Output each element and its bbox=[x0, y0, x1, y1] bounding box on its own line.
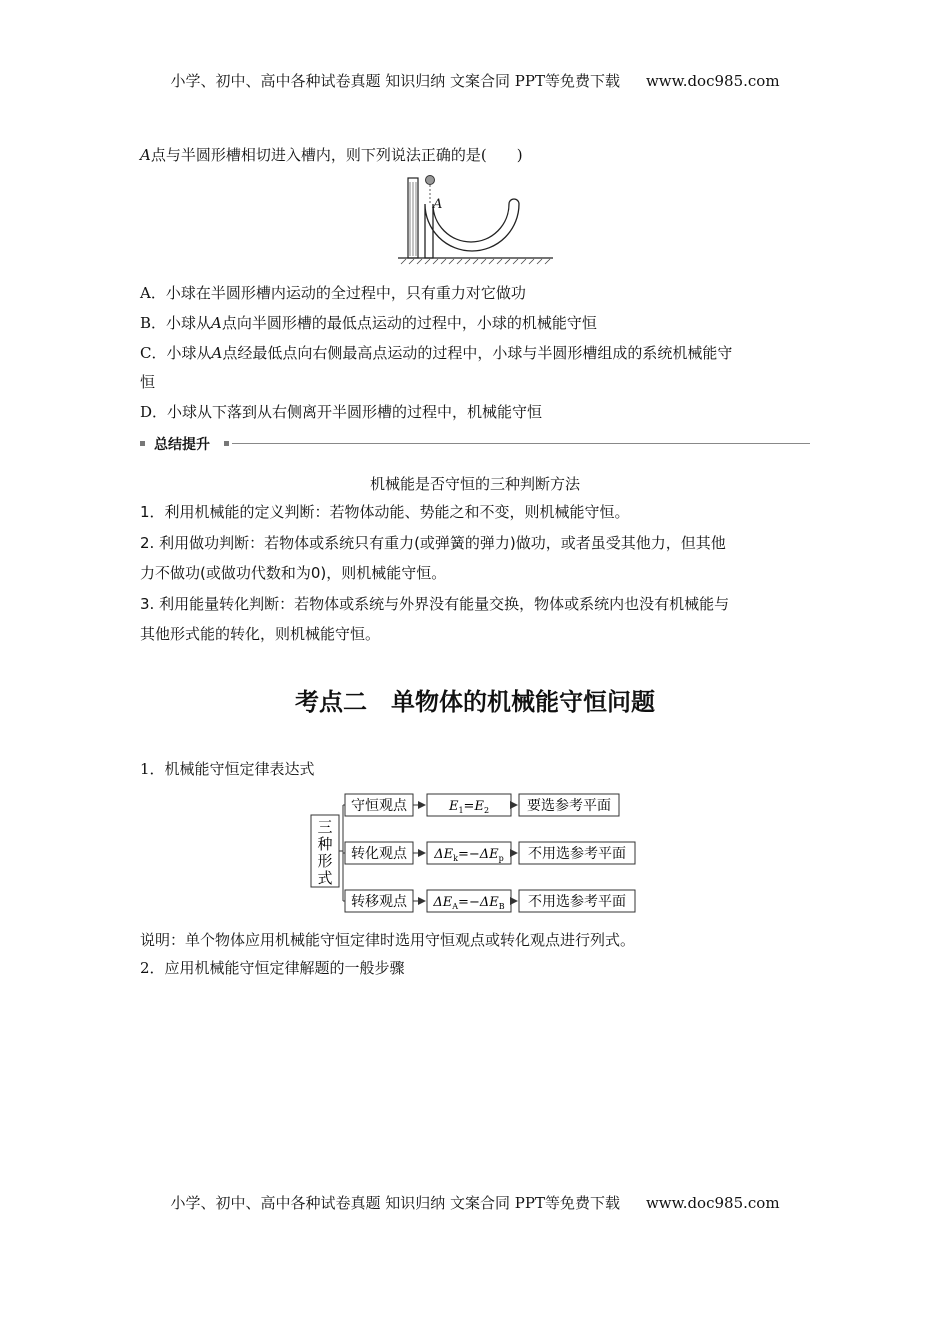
view-label: 转化观点 bbox=[351, 846, 407, 862]
group-char: 式 bbox=[317, 869, 333, 887]
formula: $\Delta E_k=-\Delta E_p$ bbox=[434, 847, 504, 863]
group-char: 种 bbox=[317, 835, 333, 853]
section-label: 考点二 bbox=[295, 688, 367, 716]
summary-item-2-cont: 力不做功(或做功代数和为0)，则机械能守恒。 bbox=[140, 564, 447, 582]
group-char: 三 bbox=[317, 818, 333, 836]
explanation: 说明：单个物体应用机械能守恒定律时选用守恒观点或转化观点进行列式。 bbox=[140, 931, 636, 949]
group-char: 形 bbox=[317, 852, 333, 870]
page-footer bbox=[0, 1192, 950, 1213]
figure-point-label: A bbox=[433, 197, 443, 212]
option-b: B．小球从A点向半圆形槽的最低点运动的过程中，小球的机械能守恒 bbox=[140, 314, 597, 332]
note-label: 要选参考平面 bbox=[527, 798, 611, 814]
header-text: 小学、初中、高中各种试卷真题 知识归纳 文案合同 PPT等免费下载 bbox=[170, 72, 620, 90]
footer-url[interactable]: www.doc985.com bbox=[645, 1194, 780, 1212]
summary-item-3: 3. 利用能量转化判断：若物体或系统与外界没有能量交换，物体或系统内也没有机械能与 bbox=[140, 595, 730, 613]
bullet-square bbox=[140, 441, 145, 446]
section-title bbox=[0, 682, 950, 717]
expressions-heading: 1．机械能守恒定律表达式 bbox=[140, 760, 315, 778]
view-label: 守恒观点 bbox=[351, 798, 407, 814]
stem-text: 点与半圆形槽相切进入槽内，则下列说法正确的是( ) bbox=[150, 146, 523, 164]
formula: $E_1=E_2$ bbox=[448, 799, 490, 815]
view-label: 转移观点 bbox=[351, 894, 407, 910]
note-label: 不用选参考平面 bbox=[528, 846, 626, 862]
question-stem bbox=[140, 145, 523, 165]
footer-text: 小学、初中、高中各种试卷真题 知识归纳 文案合同 PPT等免费下载 bbox=[170, 1194, 620, 1212]
summary-label: 总结提升 bbox=[154, 437, 210, 453]
formula: $\Delta E_A=-\Delta E_B$ bbox=[433, 895, 505, 911]
brace-connector bbox=[339, 805, 345, 901]
summary-title: 机械能是否守恒的三种判断方法 bbox=[369, 475, 580, 493]
groove-figure bbox=[395, 172, 555, 268]
header-url[interactable]: www.doc985.com bbox=[645, 72, 780, 90]
bullet-square bbox=[224, 441, 229, 446]
steps-heading: 2．应用机械能守恒定律解题的一般步骤 bbox=[140, 959, 405, 977]
option-c-continuation: 恒 bbox=[140, 373, 156, 391]
option-c: C．小球从A点经最低点向右侧最高点运动的过程中，小球与半圆形槽组成的系统机械能守 bbox=[140, 344, 733, 362]
page-header bbox=[0, 70, 950, 91]
divider bbox=[232, 443, 810, 444]
ball bbox=[426, 176, 435, 185]
section-heading: 单物体的机械能守恒问题 bbox=[391, 688, 655, 716]
summary-item-2: 2. 利用做功判断：若物体或系统只有重力(或弹簧的弹力)做功，或者虽受其他力，但其他 bbox=[140, 534, 726, 552]
option-a: A．小球在半圆形槽内运动的全过程中，只有重力对它做功 bbox=[140, 284, 526, 302]
summary-item-1: 1．利用机械能的定义判断：若物体动能、势能之和不变，则机械能守恒。 bbox=[140, 503, 630, 521]
stem-point-label: A bbox=[140, 146, 151, 164]
summary-bar bbox=[140, 434, 810, 454]
note-label: 不用选参考平面 bbox=[528, 894, 626, 910]
option-d: D．小球从下落到从右侧离开半圆形槽的过程中，机械能守恒 bbox=[140, 403, 543, 421]
expressions-diagram bbox=[305, 788, 650, 920]
summary-item-3-cont: 其他形式能的转化，则机械能守恒。 bbox=[140, 625, 381, 643]
